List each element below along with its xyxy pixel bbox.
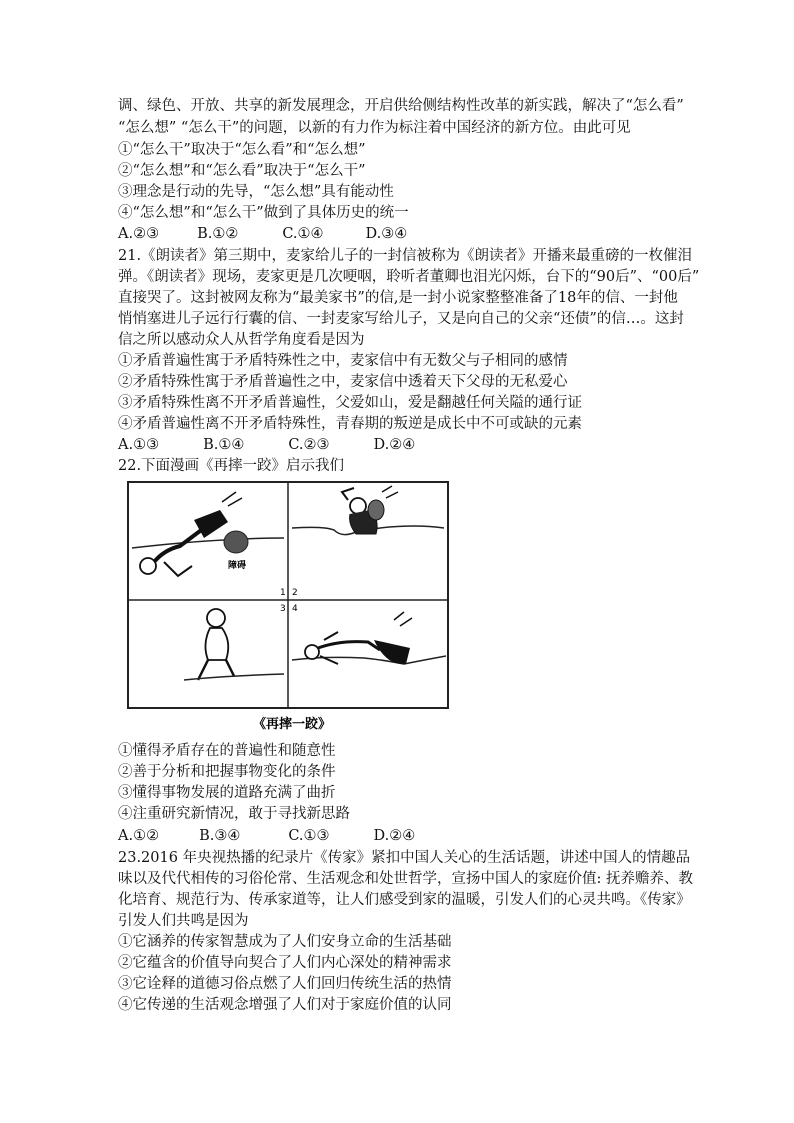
comic-figure (124, 480, 460, 736)
q23-item-1: ①它涵养的传家智慧成为了人们安身立命的生活基础 (118, 934, 452, 950)
panel-number-3: 3 (280, 604, 286, 614)
obstacle-rock (224, 531, 248, 553)
panel-number-2: 2 (292, 588, 298, 598)
q22-item-2: ②善于分析和把握事物变化的条件 (118, 764, 336, 780)
q21-options (118, 435, 688, 456)
q22-option-d[interactable]: D.②④ (373, 828, 416, 844)
q21-option-a[interactable]: A.①③ (118, 437, 160, 453)
q23-item-2: ②它蕴含的价值导向契合了人们内心深处的精神需求 (118, 955, 452, 971)
q21-stem-line-5: 信之所以感动众人从哲学角度看是因为 (118, 332, 365, 348)
q23-item-3: ③它诠释的道德习俗点燃了人们回归传统生活的热情 (118, 976, 452, 992)
q22-option-c[interactable]: C.①③ (288, 828, 330, 844)
q21-item-4: ④矛盾普遍性离不开矛盾特殊性，青春期的叛逆是成长中不可或缺的元素 (118, 416, 582, 432)
comic-drawing (124, 480, 460, 736)
panel-number-4: 4 (292, 604, 298, 614)
q23-stem-line-2: 味以及代代相传的习俗伦常、生活观念和处世哲学，宣扬中国人的家庭价值: 抚养赡养、教 (118, 871, 693, 887)
obstacle-label: 障碍 (228, 561, 247, 571)
q23-stem-line-3: 化培育、规范行为、传承家道等，让人们感受到家的温暖，引发人们的心灵共鸣。《传家》 (118, 892, 691, 908)
q21-option-c[interactable]: C.②③ (288, 437, 330, 453)
q22-item-3: ③懂得事物发展的道路充满了曲折 (118, 785, 336, 801)
q21-stem-line-4: 悄悄塞进儿子远行行囊的信、一封麦家写给儿子，又是向自己的父亲“还债”的信…。这封 (118, 311, 684, 327)
q22-item-4: ④注重研究新情况，敢于寻找新思路 (118, 806, 350, 822)
q23-stem-line-4: 引发人们共鸣是因为 (118, 913, 249, 929)
q22-options (118, 826, 688, 847)
q20-options (118, 224, 688, 245)
q20-option-d[interactable]: D.③④ (365, 226, 408, 242)
q22-item-1: ①懂得矛盾存在的普遍性和随意性 (118, 743, 336, 759)
q20-option-c[interactable]: C.①④ (282, 226, 324, 242)
q20-item-1: ①“怎么干”取决于“怎么看”和“怎么想” (118, 142, 366, 158)
q21-item-3: ③矛盾特殊性离不开矛盾普遍性，父爱如山，爱是翻越任何关隘的通行证 (118, 395, 582, 411)
q20-item-4: ④“怎么想”和“怎么干”做到了具体历史的统一 (118, 205, 409, 221)
q22-option-a[interactable]: A.①② (118, 828, 160, 844)
q22-option-b[interactable]: B.③④ (199, 828, 241, 844)
q20-item-3: ③理念是行动的先导，“怎么想”具有能动性 (118, 184, 394, 200)
q21-option-b[interactable]: B.①④ (203, 437, 245, 453)
panel-number-1: 1 (280, 588, 286, 598)
q21-option-d[interactable]: D.②④ (373, 437, 416, 453)
q20-item-2: ②“怎么想”和“怎么看”取决于“怎么干” (118, 163, 366, 179)
q22-stem: 22.下面漫画《再摔一跤》启示我们 (118, 458, 345, 474)
q20-stem-line-2: “怎么想” “怎么干”的问题，以新的有力作为标注着中国经济的新方位。由此可见 (118, 120, 631, 136)
q21-stem-line-2: 弹。《朗读者》现场，麦家更是几次哽咽，聆听者董卿也泪光闪烁，台下的“90后”、“00后” (118, 269, 700, 285)
q21-item-1: ①矛盾普遍性寓于矛盾特殊性之中，麦家信中有无数父与子相同的感情 (118, 353, 568, 369)
q23-item-4: ④它传递的生活观念增强了人们对于家庭价值的认同 (118, 997, 452, 1013)
comic-caption: 《再摔一跤》 (252, 717, 332, 732)
q21-stem-line-1: 21.《朗读者》第三期中，麦家给儿子的一封信被称为《朗读者》开播来最重磅的一枚催泪 (118, 248, 693, 264)
q21-stem-line-3: 直接哭了。这封被网友称为“最美家书”的信,是一封小说家整整准备了18年的信、一封他 (118, 290, 678, 306)
q20-option-a[interactable]: A.②③ (118, 226, 160, 242)
q23-stem-line-1: 23.2016 年央视热播的纪录片《传家》紧扣中国人关心的生活话题，讲述中国人的情趣品 (118, 850, 691, 866)
q21-item-2: ②矛盾特殊性寓于矛盾普遍性之中，麦家信中透着天下父母的无私爱心 (118, 374, 568, 390)
q20-stem-line-1: 调、绿色、开放、共享的新发展理念，开启供给侧结构性改革的新实践，解决了“怎么看” (118, 98, 684, 114)
q20-option-b[interactable]: B.①② (197, 226, 239, 242)
